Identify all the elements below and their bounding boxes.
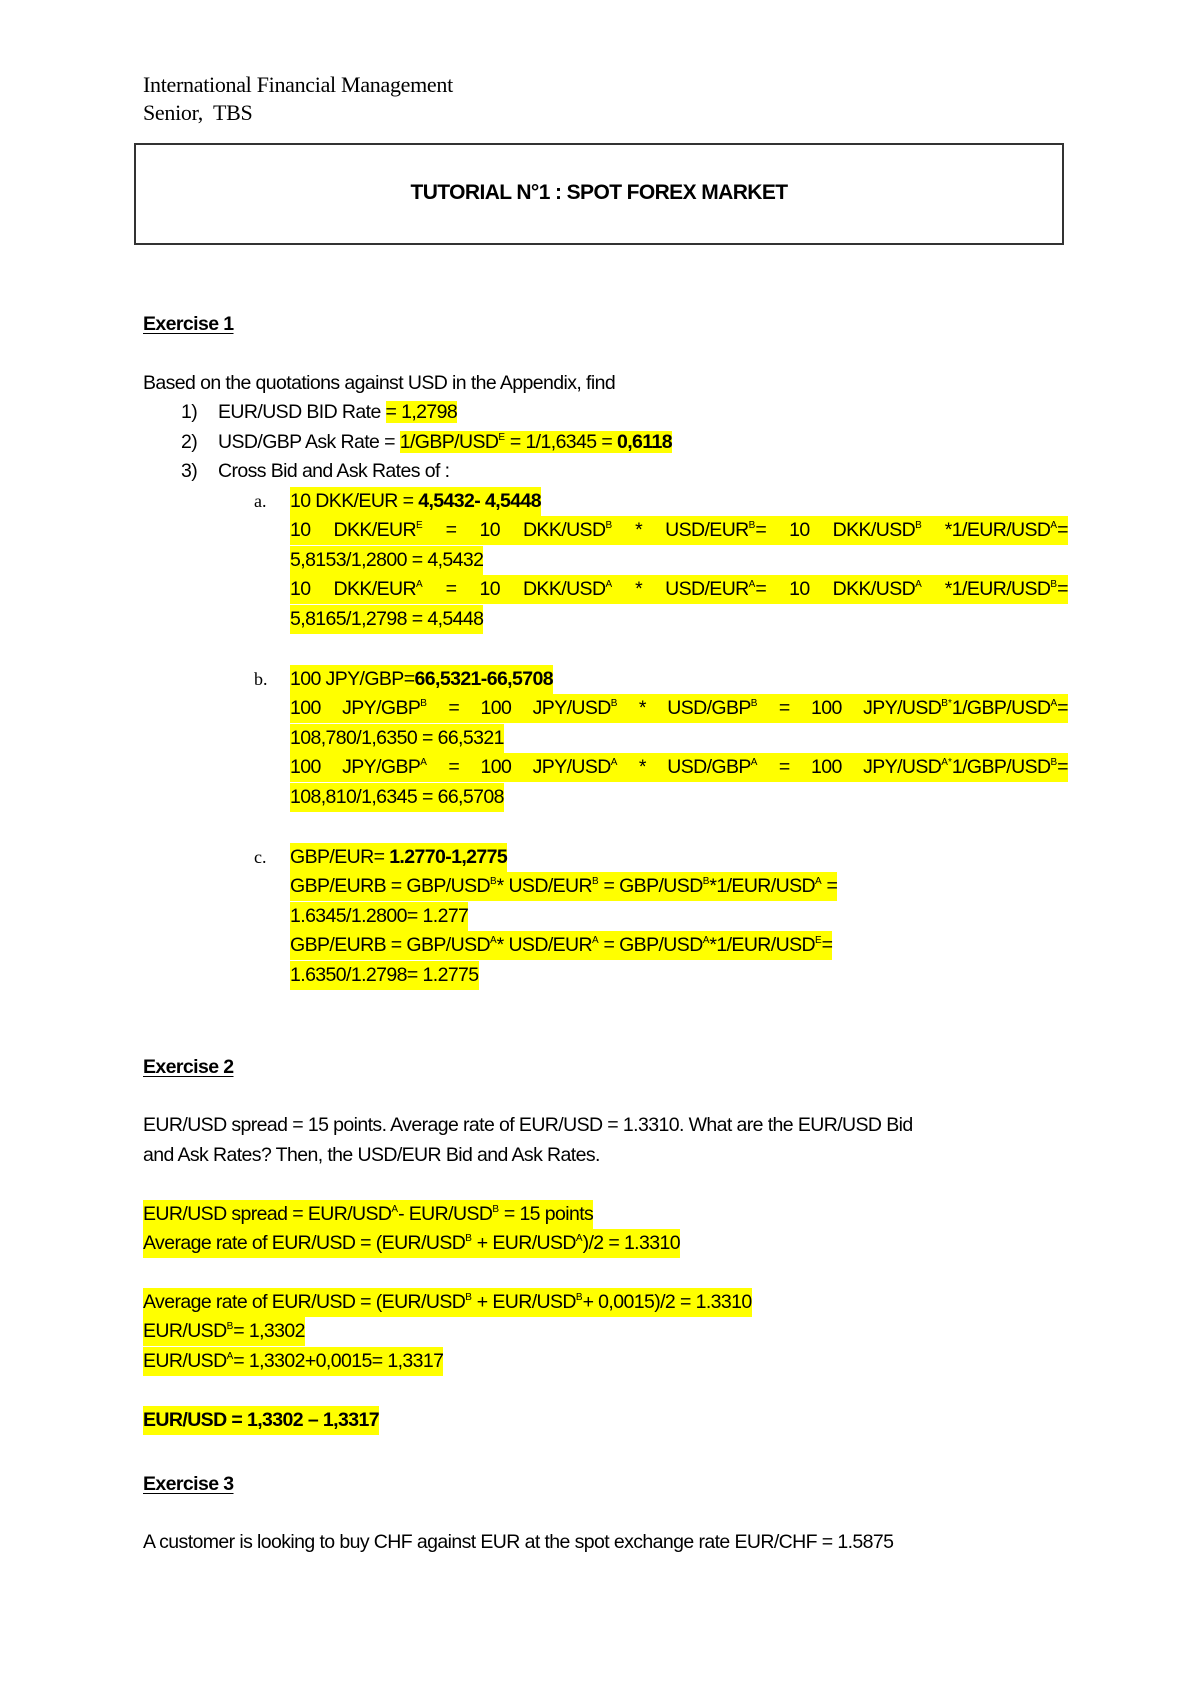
- exercise-2-ask: EUR/$USD^A= 1,3302+0,0015= 1,3317$: [143, 1347, 443, 1376]
- program-name: Senior, TBS: [143, 100, 253, 125]
- exercise-2-heading: Exercise 2: [143, 1056, 234, 1078]
- item-1-number: 1): [181, 401, 198, 423]
- sub-c-bid-formula: GBP/EURB = GBP/$USD^B*$ USD/$EUR^B = GBP/USD^B*1/EUR/USD^A$ =: [290, 872, 837, 901]
- title-box: [134, 143, 1064, 245]
- exercise-2-average-substituted: Average rate of $EUR/USD = (EUR/USD^B + EUR/USD^B+ 0,0015)/2 = 1.3310$: [143, 1288, 752, 1317]
- item-1: [218, 398, 457, 427]
- page-title: TUTORIAL N°1 : SPOT FOREX MARKET: [410, 181, 788, 204]
- item-2-number: 2): [181, 431, 198, 453]
- exercise-2-question-line2: and Ask Rates? Then, the USD/EUR Bid and Ask Rates.: [143, 1144, 600, 1166]
- item-2: [218, 428, 672, 457]
- exercise-2-question-line1: EUR/USD spread = 15 points. Average rate of EUR/USD = 1.3310. What are the EUR/USD Bid: [143, 1114, 913, 1136]
- sub-b-result: 100 JPY/GBP=66,5321-66,5708: [290, 665, 553, 694]
- item-1-label: EUR/USD BID Rate: [218, 401, 386, 423]
- sub-b-bid-formula: 100 JPY/$GBP^B$ = 100 JPY/$USD^B$ * USD/$GBP^B$ = 100 JPY/$USD^{B*}1/GBP/USD^A=$: [290, 694, 1068, 723]
- item-2-answer: $1/GBP/USD^E = 1/1,6345 = 0,6118$: [399, 431, 672, 453]
- sub-c-result: GBP/EUR= 1.2770-1,2775: [290, 843, 507, 872]
- sub-c-marker: c.: [254, 847, 267, 867]
- exercise-2-answer: EUR/USD = 1,3302 – 1,3317: [143, 1406, 379, 1435]
- sub-a-result: 10 DKK/EUR = 4,5432- 4,5448: [290, 487, 541, 516]
- course-name: International Financial Management: [143, 72, 453, 97]
- sub-a-bid-formula: 10 DKK/$EUR^E$ = 10 DKK/$USD^B$ * USD/$EUR^B=$ 10 DKK/$USD^B$ $*1/EUR/USD^A=$: [290, 516, 1068, 545]
- exercise-1-heading: Exercise 1: [143, 313, 234, 335]
- sub-a-bid-calc: 5,8153/1,2800 = 4,5432: [290, 546, 483, 575]
- sub-b-ask-calc: 108,810/1,6345 = 66,5708: [290, 783, 504, 812]
- item-2-label: USD/GBP Ask Rate =: [218, 431, 400, 453]
- sub-a-ask-calc: 5,8165/1,2798 = 4,5448: [290, 605, 483, 634]
- exercise-2-spread: EUR/USD spread = EUR/$USD^A-$ EUR/$USD^B = 15$ points: [143, 1200, 593, 1229]
- sub-c-ask-calc: 1.6350/1.2798= 1.2775: [290, 961, 479, 990]
- item-3-label: Cross Bid and Ask Rates of :: [218, 460, 450, 482]
- exercise-3-question: A customer is looking to buy CHF against EUR at the spot exchange rate EUR/CHF = 1.5875: [143, 1531, 894, 1553]
- exercise-2-bid: EUR/$USD^B= 1,3302$: [143, 1317, 305, 1346]
- exercise-3-heading: Exercise 3: [143, 1473, 234, 1495]
- sub-b-ask-formula: 100 JPY/$GBP^A$ = 100 JPY/$USD^A$ * USD/$GBP^A$ = 100 JPY/$USD^{A*}1/GBP/USD^B=$: [290, 753, 1068, 782]
- sub-b-marker: b.: [254, 669, 268, 689]
- exercise-2-average: Average rate of $EUR/USD = (EUR/USD^B + EUR/USD^A)/2 = 1.3310$: [143, 1229, 680, 1258]
- item-3-number: 3): [181, 460, 198, 482]
- sub-c-ask-formula: GBP/EURB = GBP/$USD^A*$ USD/$EUR^A = GBP/USD^A*1/EUR/USD^E=$: [290, 931, 832, 960]
- sub-b-bid-calc: 108,780/1,6350 = 66,5321: [290, 724, 504, 753]
- sub-a-marker: a.: [254, 491, 267, 511]
- sub-c-bid-calc: 1.6345/1.2800= 1.277: [290, 902, 468, 931]
- sub-a-ask-formula: 10 DKK/$EUR^A$ = 10 DKK/$USD^A$ * USD/$EUR^A=$ 10 DKK/$USD^A$ $*1/EUR/USD^B=$: [290, 575, 1068, 604]
- exercise-1-intro: Based on the quotations against USD in the Appendix, find: [143, 372, 616, 394]
- item-1-answer: = 1,2798: [385, 401, 458, 423]
